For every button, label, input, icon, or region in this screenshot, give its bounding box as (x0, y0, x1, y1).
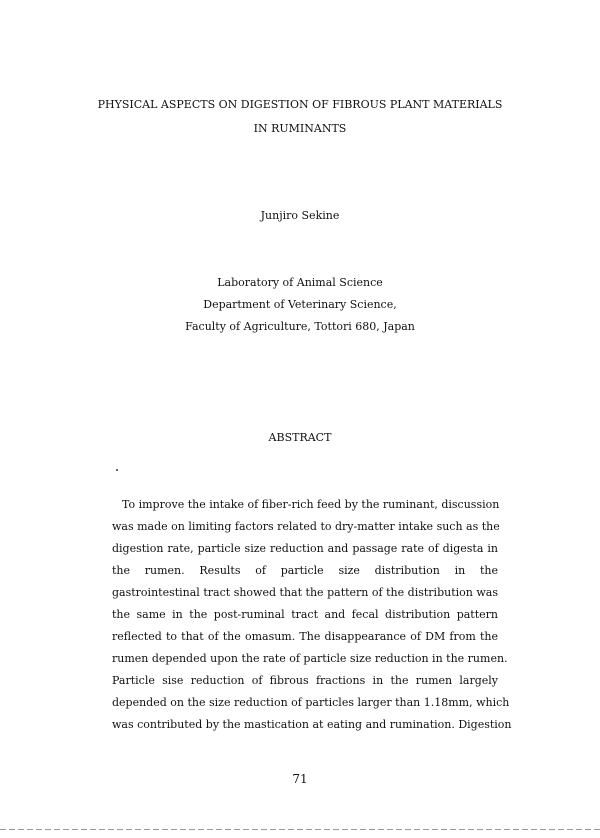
abstract-line: digestion rate, particle size reduction and passage rate of digesta in (112, 542, 498, 555)
paper-title-line-2: IN RUMINANTS (253, 122, 347, 135)
author-name: Junjiro Sekine (260, 209, 340, 222)
bottom-divider (0, 829, 600, 830)
abstract-line: To improve the intake of fiber-rich feed by the ruminant, discussion (122, 498, 500, 511)
abstract-line: was made on limiting factors related to dry-matter intake such as the (112, 520, 500, 533)
abstract-line: the rumen. Results of particle size distribution in the (112, 564, 498, 577)
abstract-heading: ABSTRACT (268, 431, 332, 444)
stray-mark (116, 469, 118, 471)
abstract-line: rumen depended upon the rate of particle size reduction in the rumen. (112, 652, 508, 665)
abstract-body (112, 494, 512, 736)
affiliation-line-3: Faculty of Agriculture, Tottori 680, Japan (185, 320, 415, 333)
affiliation-line-2: Department of Veterinary Science, (203, 298, 397, 311)
abstract-line: reflected to that of the omasum. The disappearance of DM from the (112, 630, 498, 643)
abstract-line: gastrointestinal tract showed that the pattern of the distribution was (112, 586, 498, 599)
affiliation-line-1: Laboratory of Animal Science (217, 276, 383, 289)
abstract-line: was contributed by the mastication at eating and rumination. Digestion (112, 718, 512, 731)
abstract-line: the same in the post-ruminal tract and fecal distribution pattern (112, 608, 498, 621)
paper-title-line-1: PHYSICAL ASPECTS ON DIGESTION OF FIBROUS PLANT MATERIALS (97, 98, 503, 111)
abstract-line: depended on the size reduction of particles larger than 1.18mm, which (112, 696, 510, 709)
abstract-line: Particle sise reduction of fibrous fractions in the rumen largely (112, 674, 498, 687)
page-number: 71 (292, 772, 308, 786)
